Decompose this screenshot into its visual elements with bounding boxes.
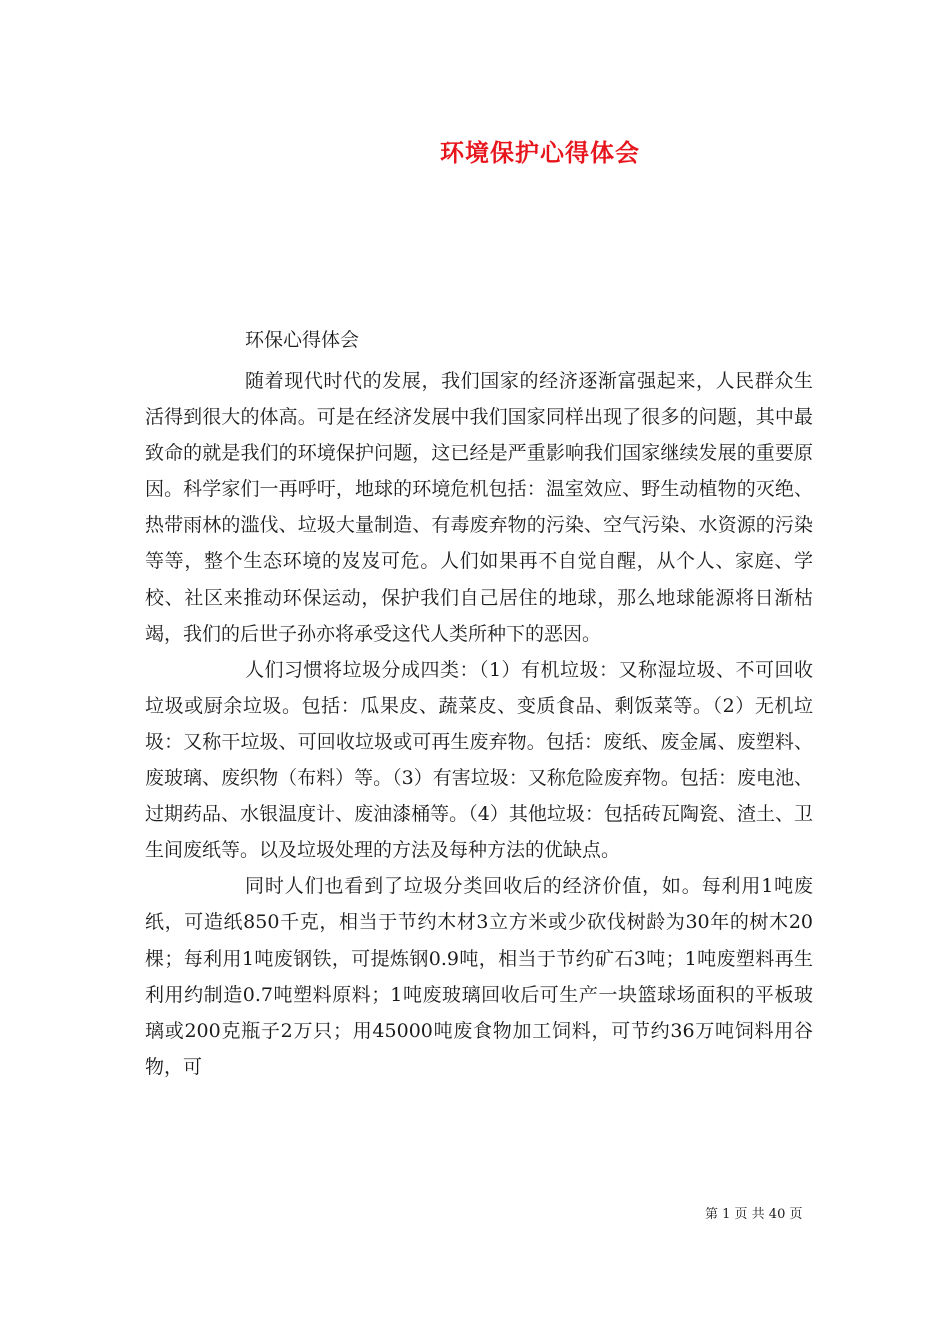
document-title: 环境保护心得体会: [440, 138, 640, 167]
paragraph-1: 随着现代时代的发展，我们国家的经济逐渐富强起来，人民群众生活得到很大的体高。可是在经济发展中我们国家同样出现了很多的问题，其中最致命的就是我们的环境保护问题，这已经是严重影响我们国家继续发展的重要原因。科学家们一再呼吁，地球的环境危机包括：温室效应、野生动植物的灭绝、热带雨林的滥伐、垃圾大量制造、有毒废弃物的污染、空气污染、水资源的污染等等，整个生态环境的岌岌可危。人们如果再不自觉自醒，从个人、家庭、学校、社区来推动环保运动，保护我们自己居住的地球，那么地球能源将日渐枯竭，我们的后世子孙亦将承受这代人类所种下的恶因。: [145, 370, 813, 645]
document-subtitle: 环保心得体会: [245, 329, 360, 351]
page-number-footer: 第 1 页 共 40 页: [705, 1207, 803, 1222]
paragraph-3: 同时人们也看到了垃圾分类回收后的经济价值，如。每利用1吨废纸，可造纸850千克，相当于节约木材3立方米或少砍伐树龄为30年的树木20棵；每利用1吨废钢铁，可提炼钢0.9吨，相当于节约矿石3吨；1吨废塑料再生利用约制造0.7吨塑料原料；1吨废玻璃回收后可生产一块篮球场面积的平板玻璃或200克瓶子2万只；用45000吨废食物加工饲料，可节约36万吨饲料用谷物，可: [145, 875, 813, 1078]
document-body: [145, 363, 813, 1085]
paragraph-2: 人们习惯将垃圾分成四类：（1）有机垃圾：又称湿垃圾、不可回收垃圾或厨余垃圾。包括：瓜果皮、蔬菜皮、变质食品、剩饭菜等。（2）无机垃圾：又称干垃圾、可回收垃圾或可再生废弃物。包括：废纸、废金属、废塑料、废玻璃、废织物（布料）等。（3）有害垃圾：又称危险废弃物。包括：废电池、过期药品、水银温度计、废油漆桶等。（4）其他垃圾：包括砖瓦陶瓷、渣土、卫生间废纸等。以及垃圾处理的方法及每种方法的优缺点。: [145, 658, 813, 862]
